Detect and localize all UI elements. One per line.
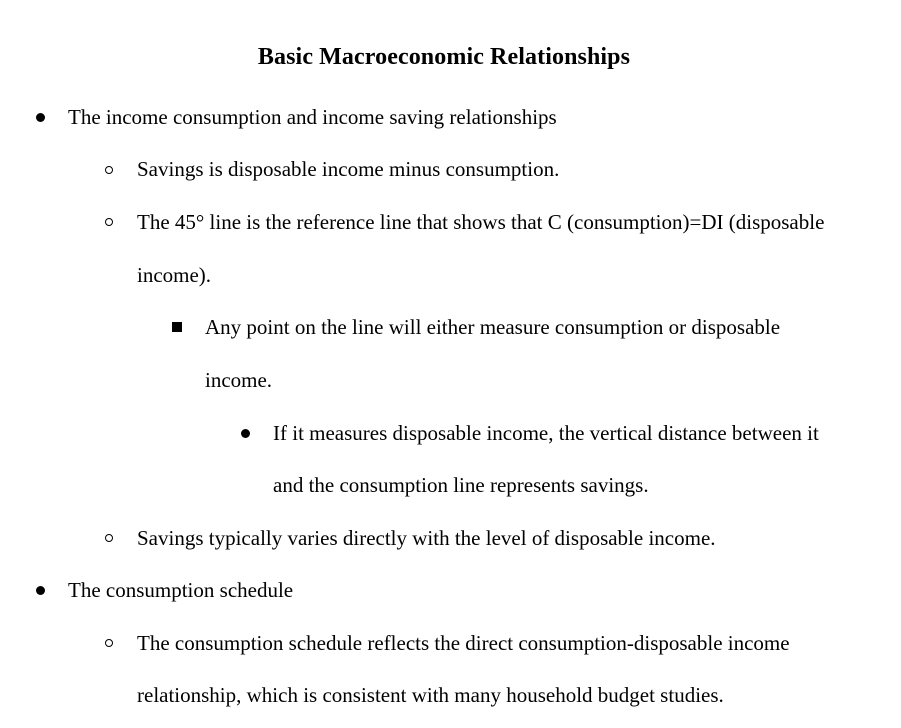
list-item-text: Any point on the line will either measure consumption or disposable bbox=[205, 315, 781, 339]
hollow-circle-bullet-icon bbox=[105, 166, 113, 174]
hollow-circle-bullet-icon bbox=[105, 639, 113, 647]
list-item-text: Savings typically varies directly with the level of disposable income. bbox=[137, 526, 716, 550]
list-item-text: The consumption schedule reflects the direct consumption-disposable income bbox=[137, 631, 790, 655]
list-item-text: The 45° line is the reference line that shows that C (consumption)=DI (disposable bbox=[137, 210, 825, 234]
filled-circle-bullet-icon bbox=[36, 586, 45, 595]
list-item-text-continuation: relationship, which is consistent with many household budget studies. bbox=[137, 683, 724, 707]
list-item-text: The income consumption and income saving relationships bbox=[68, 105, 557, 129]
list-item-text: Savings is disposable income minus consumption. bbox=[137, 157, 560, 181]
list-item-text-continuation: and the consumption line represents savings. bbox=[273, 473, 649, 497]
hollow-circle-bullet-icon bbox=[105, 218, 113, 226]
hollow-circle-bullet-icon bbox=[105, 534, 113, 542]
list-item-text-continuation: income. bbox=[205, 368, 273, 392]
filled-circle-bullet-icon bbox=[36, 113, 45, 122]
document-title: Basic Macroeconomic Relationships bbox=[257, 44, 631, 70]
list-item-text-continuation: income). bbox=[137, 263, 212, 287]
filled-square-bullet-icon bbox=[172, 322, 182, 332]
list-item-text: The consumption schedule bbox=[68, 578, 294, 602]
list-item-text: If it measures disposable income, the vertical distance between it bbox=[273, 421, 819, 445]
filled-circle-bullet-icon bbox=[241, 429, 250, 438]
